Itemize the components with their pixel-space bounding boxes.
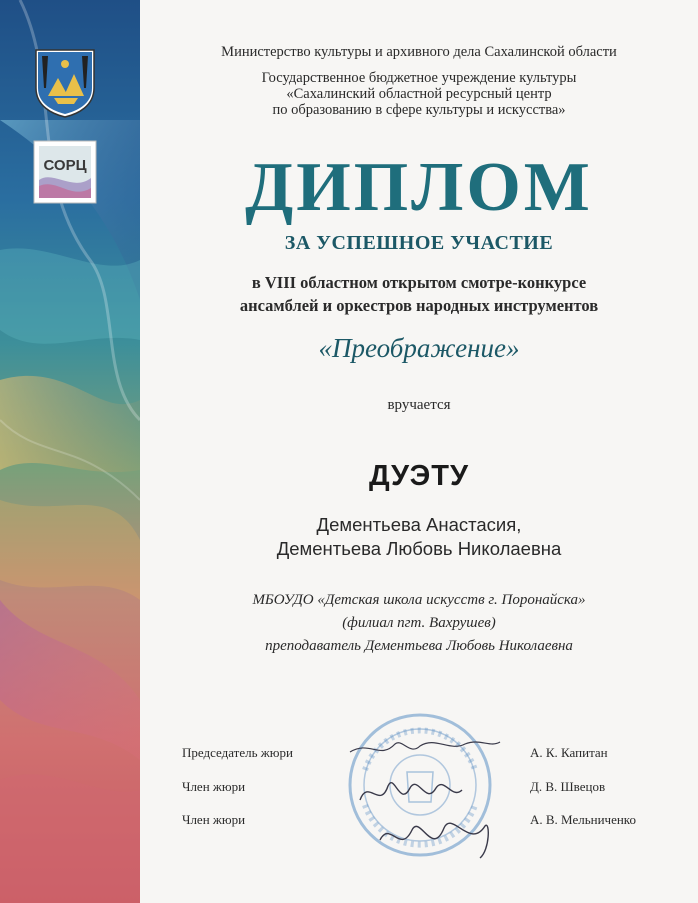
recipient-name-1: Дементьева Анастасия, (316, 514, 522, 535)
sakhalin-coat-of-arms-icon (34, 48, 96, 118)
teacher-line: преподаватель Дементьева Любовь Николаевна (265, 638, 573, 654)
jury-name: А. К. Капитан (530, 745, 608, 760)
contest-description-line1: в VIII областном открытом смотре-конкурсе (251, 273, 587, 292)
jury-role: Член жюри (182, 779, 246, 794)
jury-role: Член жюри (182, 812, 246, 827)
contest-description-line2: ансамблей и оркестров народных инструментов (239, 296, 599, 315)
presented-to: вручается (387, 397, 451, 413)
recipient-name-2: Дементьева Любовь Николаевна (276, 538, 562, 559)
school-name: МБОУДО «Детская школа искусств г. Поронайска» (252, 592, 586, 608)
header-ministry: Министерство культуры и архивного дела Сахалинской области (221, 44, 617, 60)
diploma-subtitle: ЗА УСПЕШНОЕ УЧАСТИЕ (284, 232, 554, 254)
diploma-title: ДИПЛОМ (245, 149, 593, 226)
decorative-side-band (0, 0, 140, 903)
sorc-logo (33, 140, 97, 204)
school-branch: (филиал пгт. Вахрушев) (342, 615, 496, 631)
jury-name: Д. В. Швецов (530, 779, 606, 794)
jury-name: А. В. Мельниченко (530, 812, 636, 827)
jury-signatures (340, 730, 510, 870)
jury-role: Председатель жюри (182, 745, 293, 760)
recipient-type: ДУЭТУ (368, 460, 470, 492)
header-center-name-cont: по образованию в сфере культуры и искусства» (272, 102, 566, 118)
header-center-name: «Сахалинский областной ресурсный центр (286, 86, 552, 102)
sorc-logo-text: СОРЦ (43, 157, 87, 174)
header-institution: Государственное бюджетное учреждение культуры (261, 70, 577, 86)
contest-name: «Преображение» (318, 333, 520, 363)
